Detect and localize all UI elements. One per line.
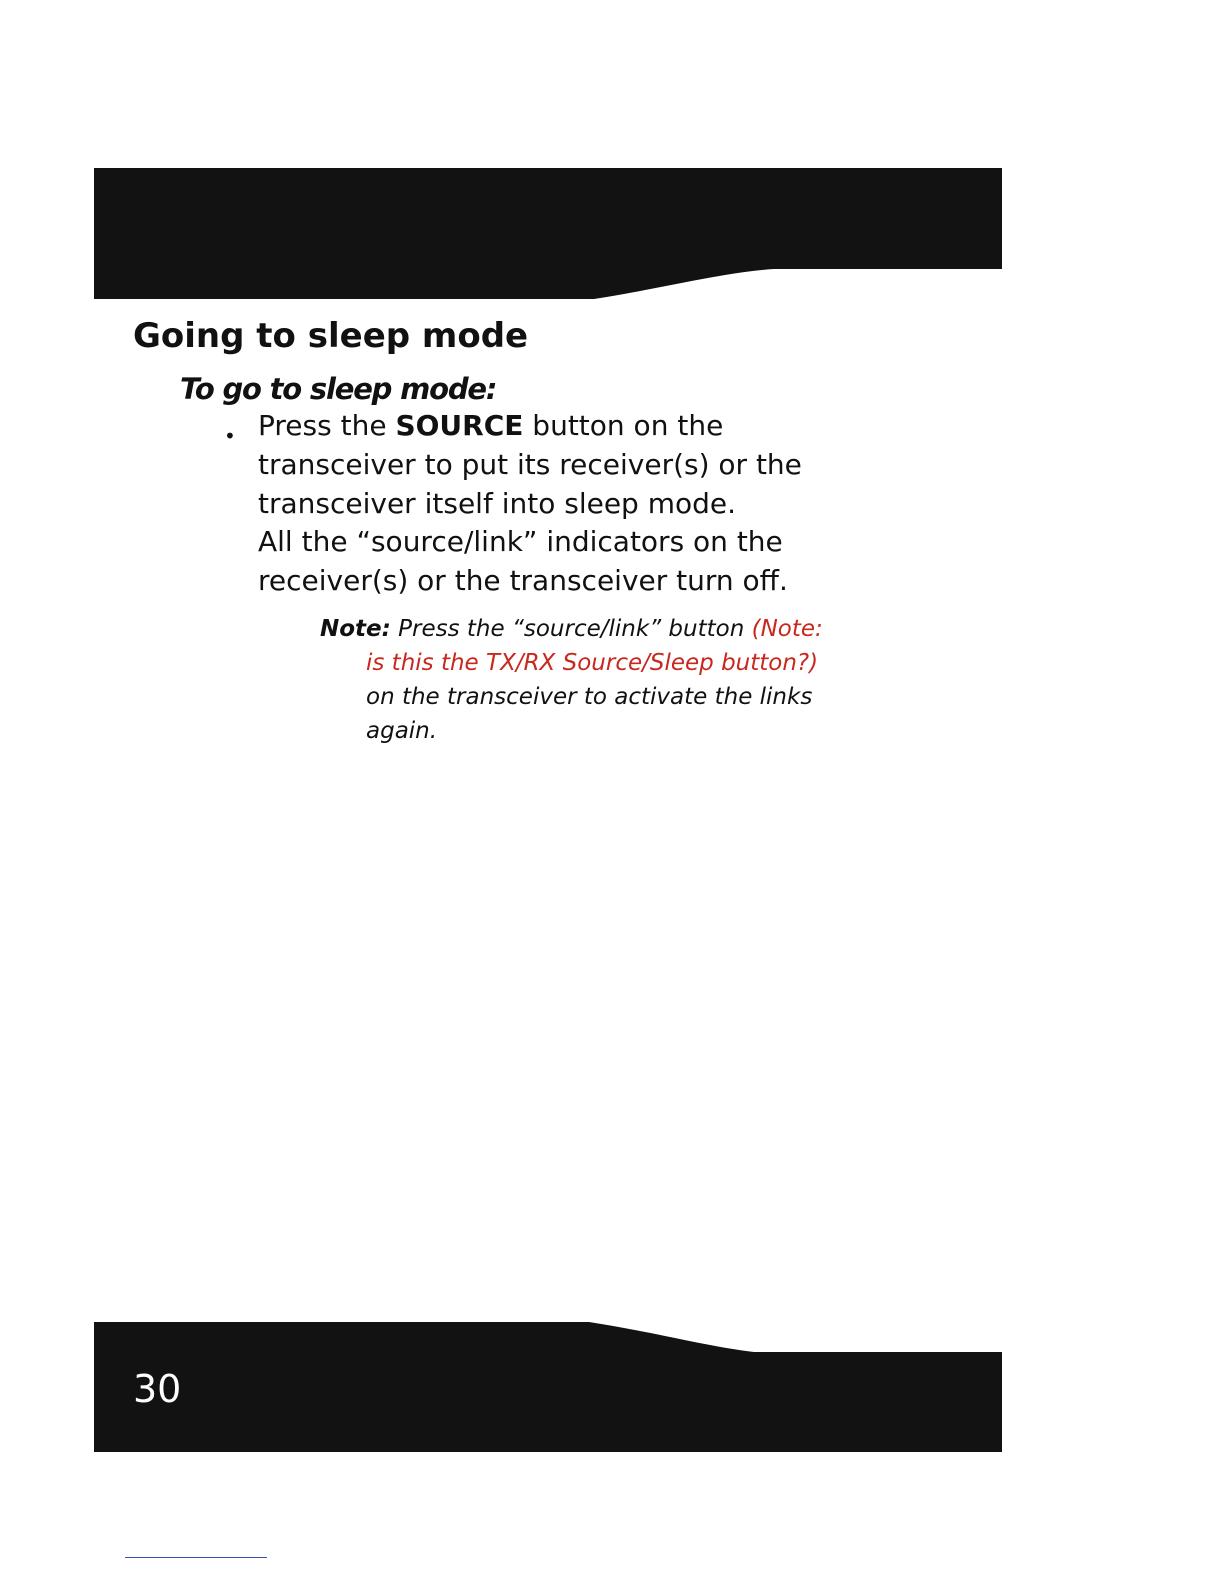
header-band-shape <box>94 168 1002 299</box>
footer-band <box>94 1322 1002 1452</box>
note-block <box>320 612 940 748</box>
bullet-marker: • <box>224 424 236 448</box>
source-button-name: SOURCE <box>395 409 524 442</box>
step-line-2: transceiver to put its receiver(s) or the <box>258 447 802 481</box>
step-line-4: All the “source/link” indicators on the <box>258 525 783 559</box>
editor-annotation-start: (Note: <box>751 616 823 642</box>
footer-rule <box>125 1557 267 1558</box>
step-line-3: transceiver itself into sleep mode. <box>258 486 737 520</box>
header-band <box>94 168 1002 299</box>
note-line-3: on the transceiver to activate the links <box>366 684 813 710</box>
page-number: 30 <box>133 1367 182 1411</box>
editor-annotation: is this the TX/RX Source/Sleep button?) <box>366 650 819 676</box>
footer-band-shape <box>94 1322 1002 1452</box>
section-title: Going to sleep mode <box>133 316 529 356</box>
instruction-step <box>258 407 898 601</box>
note-line-4: again. <box>366 718 438 744</box>
step-line-1: Press the SOURCE button on the <box>258 409 724 442</box>
sub-heading: To go to sleep mode: <box>180 372 497 406</box>
note-label: Note: <box>320 616 391 642</box>
note-line-1: Note: Press the “source/link” button (Note: <box>320 616 823 642</box>
step-line-5: receiver(s) or the transceiver turn off. <box>258 564 788 598</box>
